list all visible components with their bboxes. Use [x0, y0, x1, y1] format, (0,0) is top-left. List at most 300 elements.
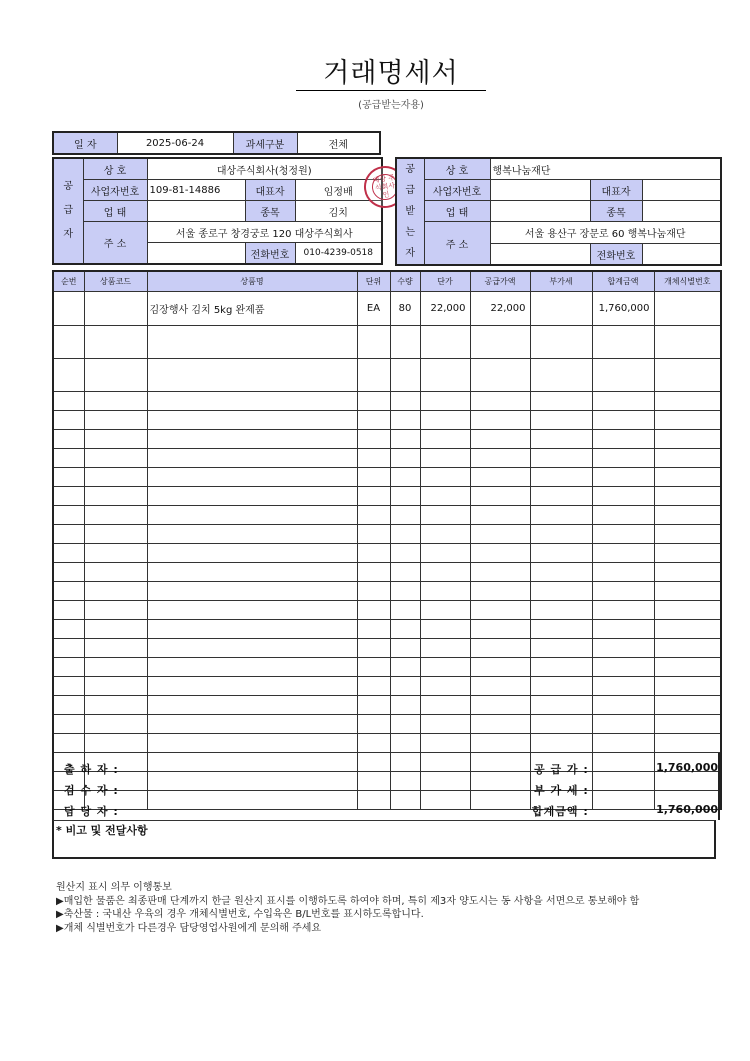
empty-cell: [470, 601, 530, 620]
empty-cell: [53, 326, 84, 359]
supplier-tel-value: 010-4239-0518: [295, 243, 382, 265]
manager-label: 담 당 자 :: [64, 805, 119, 818]
cell-supply-amount: 22,000: [470, 292, 530, 326]
empty-cell: [470, 392, 530, 411]
empty-cell: [53, 677, 84, 696]
supplier-item-label: 종목: [245, 201, 295, 222]
table-row: [53, 715, 721, 734]
empty-cell: [470, 715, 530, 734]
supplier-side-char: 공: [63, 181, 74, 192]
grand-total-value: 1,760,000: [656, 803, 718, 816]
empty-cell: [592, 677, 654, 696]
empty-cell: [592, 658, 654, 677]
table-row: [53, 601, 721, 620]
empty-cell: [390, 620, 420, 639]
empty-cell: [420, 639, 470, 658]
header-supply-amount: 공급가액: [470, 271, 530, 292]
empty-cell: [147, 544, 357, 563]
empty-cell: [84, 411, 147, 430]
empty-cell: [470, 639, 530, 658]
table-row: [53, 292, 721, 326]
empty-cell: [53, 658, 84, 677]
empty-cell: [390, 468, 420, 487]
empty-cell: [654, 411, 721, 430]
empty-cell: [147, 582, 357, 601]
empty-cell: [53, 563, 84, 582]
buyer-bizno-label: 사업자번호: [424, 180, 490, 201]
tax-type-label: 과세구분: [233, 132, 297, 154]
empty-cell: [420, 525, 470, 544]
empty-cell: [420, 449, 470, 468]
empty-cell: [357, 506, 390, 525]
supplier-side-char: 급: [63, 205, 74, 216]
empty-cell: [84, 430, 147, 449]
empty-cell: [654, 525, 721, 544]
empty-cell: [420, 620, 470, 639]
buyer-addr-label: 주 소: [424, 222, 490, 266]
origin-notice-title: 원산지 표시 의무 이행통보: [56, 882, 172, 893]
empty-cell: [654, 734, 721, 753]
table-row: [53, 696, 721, 715]
empty-cell: [390, 487, 420, 506]
empty-cell: [530, 582, 592, 601]
empty-cell: [470, 525, 530, 544]
empty-cell: [357, 525, 390, 544]
header-product: 상품명: [147, 271, 357, 292]
empty-cell: [592, 506, 654, 525]
header-code: 상품코드: [84, 271, 147, 292]
remarks-label: * 비고 및 전달사항: [56, 824, 148, 837]
empty-cell: [147, 639, 357, 658]
buyer-name-label: 상 호: [424, 158, 490, 180]
empty-cell: [147, 734, 357, 753]
empty-cell: [390, 563, 420, 582]
empty-cell: [530, 734, 592, 753]
table-row: [53, 468, 721, 487]
supplier-bizno-value: 109-81-14886: [147, 180, 245, 201]
empty-cell: [530, 468, 592, 487]
empty-cell: [470, 326, 530, 359]
empty-cell: [470, 620, 530, 639]
empty-cell: [530, 506, 592, 525]
table-row: [53, 359, 721, 392]
empty-cell: [390, 582, 420, 601]
empty-cell: [147, 359, 357, 392]
empty-cell: [390, 696, 420, 715]
empty-cell: [470, 449, 530, 468]
empty-cell: [53, 620, 84, 639]
empty-cell: [53, 582, 84, 601]
empty-cell: [53, 734, 84, 753]
empty-cell: [470, 411, 530, 430]
empty-cell: [357, 734, 390, 753]
table-row: [53, 639, 721, 658]
document-title: 거래명세서: [296, 58, 486, 91]
empty-cell: [53, 544, 84, 563]
supplier-addr-value: 서울 종로구 창경궁로 120 대상주식회사: [147, 222, 382, 243]
origin-notice-line: ▶매입한 물품은 최종판매 단계까지 한글 원산지 표시를 이행하도록 하여야 하며, 특히 제3자 양도시는 동 사항을 서면으로 통보해야 함: [56, 895, 640, 907]
empty-cell: [530, 601, 592, 620]
empty-cell: [147, 715, 357, 734]
empty-cell: [53, 601, 84, 620]
empty-cell: [420, 563, 470, 582]
buyer-ceo-label: 대표자: [590, 180, 642, 201]
empty-cell: [390, 359, 420, 392]
empty-cell: [420, 582, 470, 601]
supplier-side-char: 자: [63, 229, 74, 240]
header-total: 합계금액: [592, 271, 654, 292]
cell-code: [84, 292, 147, 326]
empty-cell: [84, 639, 147, 658]
empty-cell: [84, 525, 147, 544]
buyer-side-char: 받: [405, 206, 416, 217]
supplier-tel-empty: [147, 243, 245, 265]
empty-cell: [654, 487, 721, 506]
buyer-side-char: 급: [405, 185, 416, 196]
buyer-bizno-value: [490, 180, 590, 201]
empty-cell: [530, 696, 592, 715]
empty-cell: [530, 620, 592, 639]
empty-cell: [530, 449, 592, 468]
empty-cell: [84, 620, 147, 639]
empty-cell: [84, 449, 147, 468]
table-row: [53, 582, 721, 601]
table-row: [53, 506, 721, 525]
empty-cell: [470, 563, 530, 582]
empty-cell: [357, 449, 390, 468]
empty-cell: [420, 601, 470, 620]
empty-cell: [654, 601, 721, 620]
empty-cell: [357, 601, 390, 620]
empty-cell: [592, 582, 654, 601]
empty-cell: [84, 468, 147, 487]
header-seq: 순번: [53, 271, 84, 292]
empty-cell: [530, 639, 592, 658]
items-header-row: [53, 271, 721, 292]
cell-product: 김장행사 김치 5kg 완제품: [147, 292, 357, 326]
empty-cell: [357, 582, 390, 601]
supplier-ceo-value: 임정배: [295, 180, 382, 201]
supplier-ceo-label: 대표자: [245, 180, 295, 201]
header-id-number: 개체식별번호: [654, 271, 721, 292]
empty-cell: [470, 582, 530, 601]
buyer-ceo-value: [642, 180, 721, 201]
date-label: 일 자: [53, 132, 117, 154]
empty-cell: [654, 639, 721, 658]
buyer-side-char: 는: [405, 227, 416, 238]
empty-cell: [470, 487, 530, 506]
header-qty: 수량: [390, 271, 420, 292]
empty-cell: [390, 449, 420, 468]
empty-cell: [147, 411, 357, 430]
empty-cell: [357, 658, 390, 677]
buyer-name-value: 행복나눔재단: [490, 158, 721, 180]
supplier-tel-label: 전화번호: [245, 243, 295, 265]
empty-cell: [84, 601, 147, 620]
empty-cell: [592, 326, 654, 359]
empty-cell: [420, 544, 470, 563]
empty-cell: [654, 563, 721, 582]
empty-cell: [53, 525, 84, 544]
empty-cell: [654, 582, 721, 601]
supplier-table: [52, 157, 383, 265]
empty-cell: [654, 544, 721, 563]
empty-cell: [654, 696, 721, 715]
empty-cell: [592, 525, 654, 544]
buyer-tel-label: 전화번호: [590, 244, 642, 266]
empty-cell: [654, 506, 721, 525]
empty-cell: [147, 430, 357, 449]
empty-cell: [592, 715, 654, 734]
empty-cell: [84, 563, 147, 582]
empty-cell: [390, 544, 420, 563]
empty-cell: [470, 544, 530, 563]
empty-cell: [84, 734, 147, 753]
table-row: [53, 392, 721, 411]
empty-cell: [147, 468, 357, 487]
empty-cell: [420, 696, 470, 715]
empty-cell: [390, 506, 420, 525]
empty-cell: [530, 392, 592, 411]
empty-cell: [147, 525, 357, 544]
empty-cell: [592, 544, 654, 563]
empty-cell: [357, 392, 390, 411]
supplier-addr-label: 주 소: [83, 222, 147, 265]
empty-cell: [84, 359, 147, 392]
empty-cell: [53, 487, 84, 506]
empty-cell: [530, 326, 592, 359]
empty-cell: [420, 734, 470, 753]
empty-cell: [357, 639, 390, 658]
cell-qty: 80: [390, 292, 420, 326]
empty-cell: [357, 696, 390, 715]
empty-cell: [147, 449, 357, 468]
empty-cell: [654, 715, 721, 734]
empty-cell: [470, 658, 530, 677]
empty-cell: [420, 411, 470, 430]
empty-cell: [420, 506, 470, 525]
empty-cell: [84, 696, 147, 715]
empty-cell: [530, 658, 592, 677]
buyer-item-value: [642, 201, 721, 222]
cell-total: 1,760,000: [592, 292, 654, 326]
date-value: 2025-06-24: [117, 132, 233, 154]
empty-cell: [592, 620, 654, 639]
buyer-item-label: 종목: [590, 201, 642, 222]
empty-cell: [147, 487, 357, 506]
table-row: [53, 563, 721, 582]
empty-cell: [357, 411, 390, 430]
company-seal-text: 대상 주식회사 인: [370, 172, 399, 201]
empty-cell: [592, 411, 654, 430]
empty-cell: [470, 734, 530, 753]
empty-cell: [357, 468, 390, 487]
grand-total-label: 합계금액 :: [532, 805, 589, 818]
empty-cell: [530, 359, 592, 392]
empty-cell: [390, 715, 420, 734]
empty-cell: [357, 620, 390, 639]
remarks-box: [52, 820, 716, 859]
table-row: [53, 734, 721, 753]
empty-cell: [592, 734, 654, 753]
supply-total-label: 공 급 가 :: [534, 763, 589, 776]
empty-cell: [84, 506, 147, 525]
table-row: [53, 326, 721, 359]
empty-cell: [530, 677, 592, 696]
empty-cell: [420, 677, 470, 696]
vat-total-label: 부 가 세 :: [534, 784, 589, 797]
empty-cell: [147, 601, 357, 620]
buyer-side-label: [396, 158, 424, 265]
empty-cell: [390, 601, 420, 620]
date-table: [52, 131, 381, 155]
header-unit: 단위: [357, 271, 390, 292]
empty-cell: [147, 506, 357, 525]
empty-cell: [420, 715, 470, 734]
empty-cell: [592, 696, 654, 715]
empty-cell: [592, 601, 654, 620]
buyer-addr-value: 서울 용산구 장문로 60 행복나눔재단: [490, 222, 721, 244]
empty-cell: [470, 506, 530, 525]
buyer-table: [395, 157, 722, 266]
empty-cell: [390, 525, 420, 544]
empty-cell: [390, 639, 420, 658]
empty-cell: [147, 392, 357, 411]
empty-cell: [592, 563, 654, 582]
empty-cell: [357, 326, 390, 359]
buyer-tel-empty: [490, 244, 590, 266]
table-row: [53, 525, 721, 544]
empty-cell: [654, 468, 721, 487]
empty-cell: [390, 430, 420, 449]
empty-cell: [592, 449, 654, 468]
buyer-type-value: [490, 201, 590, 222]
inspector-label: 검 수 자 :: [64, 784, 119, 797]
empty-cell: [470, 430, 530, 449]
cell-vat: [530, 292, 592, 326]
supplier-type-label: 업 태: [83, 201, 147, 222]
empty-cell: [592, 639, 654, 658]
empty-cell: [592, 487, 654, 506]
header-unit-price: 단가: [420, 271, 470, 292]
empty-cell: [53, 411, 84, 430]
empty-cell: [84, 544, 147, 563]
cell-seq: [53, 292, 84, 326]
table-row: [53, 430, 721, 449]
table-row: [53, 677, 721, 696]
empty-cell: [53, 506, 84, 525]
empty-cell: [420, 487, 470, 506]
origin-notice-line: ▶개체 식별번호가 다른경우 담당영업사원에게 문의해 주세요: [56, 922, 322, 934]
empty-cell: [53, 449, 84, 468]
supplier-item-value: 김치: [295, 201, 382, 222]
table-row: [53, 487, 721, 506]
empty-cell: [592, 359, 654, 392]
empty-cell: [84, 326, 147, 359]
shipper-label: 출 하 자 :: [64, 763, 119, 776]
empty-cell: [390, 734, 420, 753]
empty-cell: [654, 430, 721, 449]
cell-id-number: [654, 292, 721, 326]
empty-cell: [357, 677, 390, 696]
empty-cell: [84, 392, 147, 411]
supplier-name-value: 대상주식회사(청정원): [147, 158, 382, 180]
supplier-side-label: [53, 158, 83, 264]
supplier-bizno-label: 사업자번호: [83, 180, 147, 201]
empty-cell: [147, 326, 357, 359]
document-subtitle: (공급받는자용): [358, 100, 424, 111]
empty-cell: [357, 563, 390, 582]
empty-cell: [53, 639, 84, 658]
empty-cell: [147, 696, 357, 715]
tax-type-value: 전체: [297, 132, 380, 154]
empty-cell: [84, 658, 147, 677]
empty-cell: [654, 326, 721, 359]
empty-cell: [53, 715, 84, 734]
empty-cell: [420, 658, 470, 677]
buyer-tel-value: [642, 244, 721, 266]
empty-cell: [530, 544, 592, 563]
empty-cell: [470, 359, 530, 392]
empty-cell: [654, 658, 721, 677]
empty-cell: [470, 468, 530, 487]
empty-cell: [357, 359, 390, 392]
empty-cell: [592, 392, 654, 411]
empty-cell: [470, 696, 530, 715]
header-vat: 부가세: [530, 271, 592, 292]
empty-cell: [53, 392, 84, 411]
empty-cell: [390, 411, 420, 430]
buyer-type-label: 업 태: [424, 201, 490, 222]
empty-cell: [147, 677, 357, 696]
empty-cell: [84, 677, 147, 696]
table-row: [53, 658, 721, 677]
empty-cell: [420, 468, 470, 487]
empty-cell: [357, 430, 390, 449]
empty-cell: [390, 658, 420, 677]
empty-cell: [53, 696, 84, 715]
buyer-side-char: 공: [405, 164, 416, 175]
table-row: [53, 544, 721, 563]
empty-cell: [357, 715, 390, 734]
empty-cell: [530, 563, 592, 582]
empty-cell: [84, 487, 147, 506]
table-row: [53, 449, 721, 468]
empty-cell: [654, 359, 721, 392]
table-row: [53, 411, 721, 430]
empty-cell: [470, 677, 530, 696]
empty-cell: [654, 449, 721, 468]
empty-cell: [84, 715, 147, 734]
supply-total-value: 1,760,000: [656, 761, 718, 774]
empty-cell: [53, 359, 84, 392]
empty-cell: [530, 487, 592, 506]
empty-cell: [53, 430, 84, 449]
empty-cell: [654, 620, 721, 639]
empty-cell: [357, 487, 390, 506]
summary-section: [52, 753, 720, 820]
empty-cell: [592, 468, 654, 487]
items-table: [52, 270, 722, 810]
empty-cell: [390, 677, 420, 696]
empty-cell: [53, 468, 84, 487]
empty-cell: [420, 326, 470, 359]
empty-cell: [654, 677, 721, 696]
empty-cell: [420, 430, 470, 449]
empty-cell: [592, 430, 654, 449]
empty-cell: [147, 658, 357, 677]
empty-cell: [390, 392, 420, 411]
